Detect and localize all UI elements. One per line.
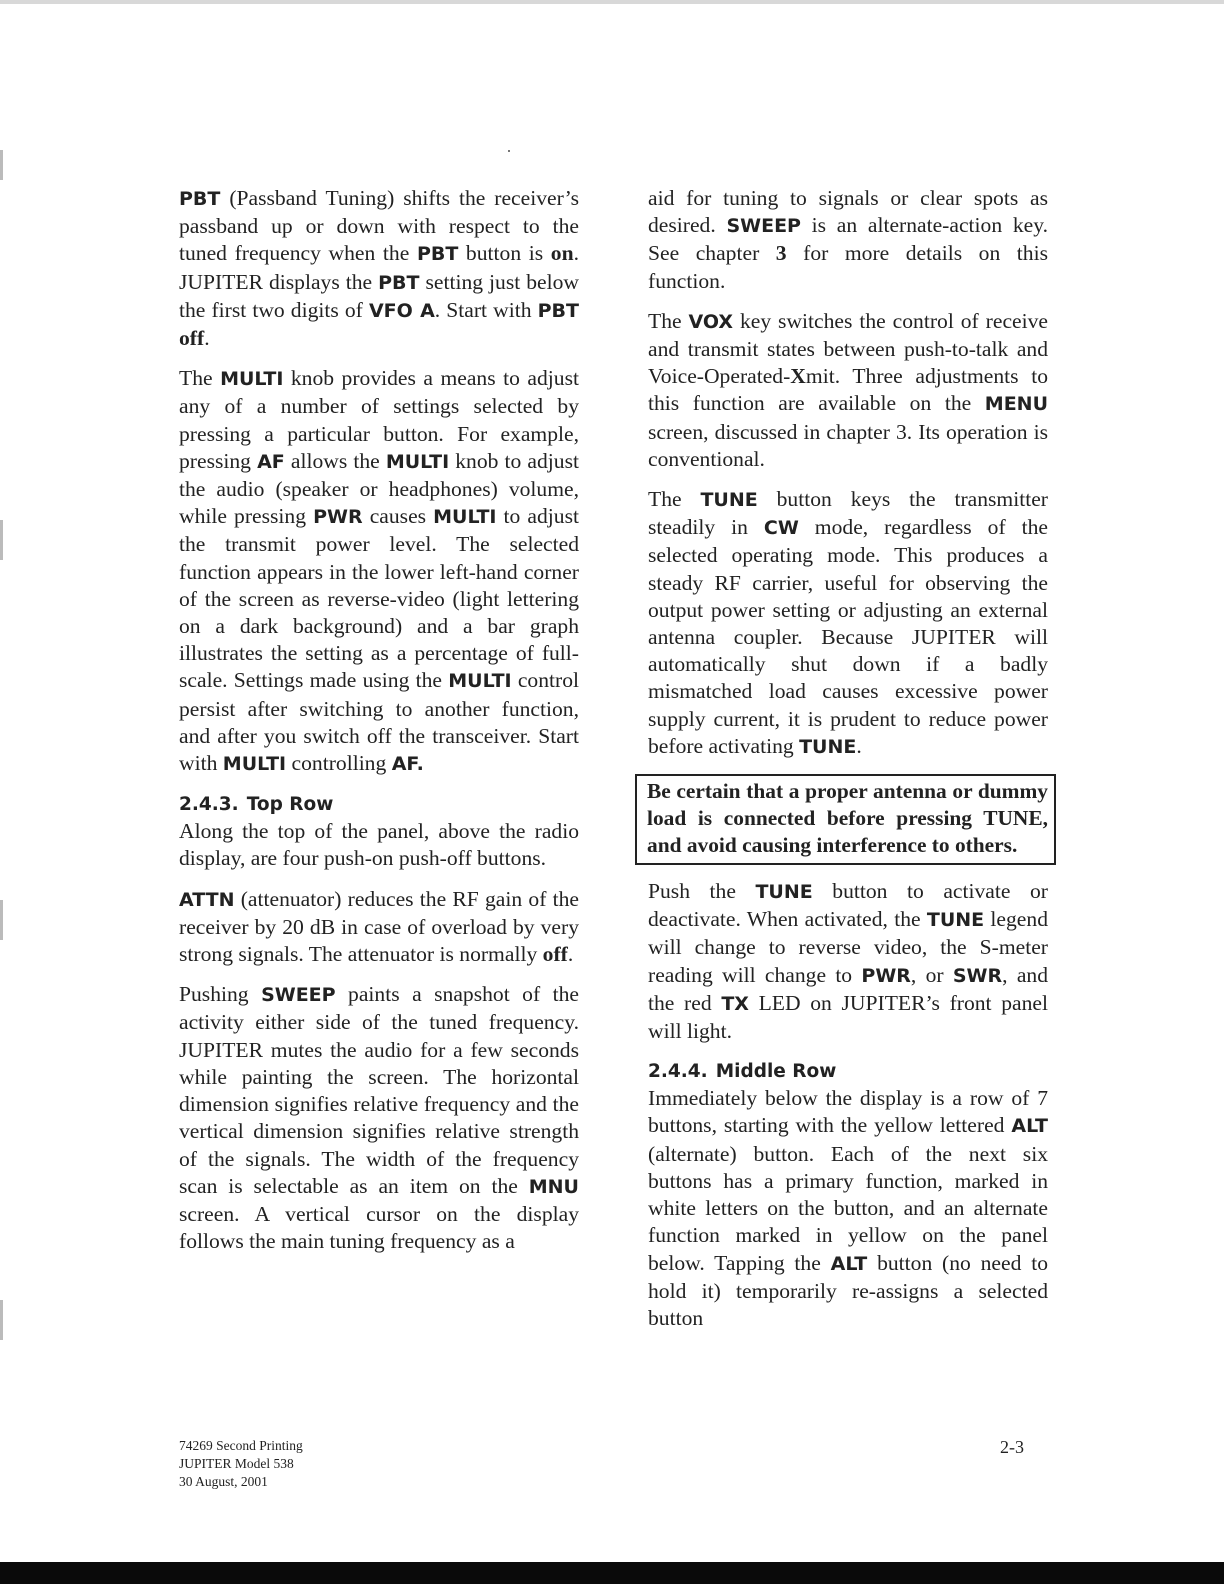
bottom-scan-edge — [0, 1562, 1224, 1584]
middle-row-paragraph: Immediately below the display is a row of 7 buttons, starting with the yellow lettered ALT (alternate) button. Each of the next six buttons has a primary function, marked in white letters on the button, and an alternate function marked in yellow on the panel below. Tapping the ALT button (no need to hold it) temporarily re-assigns a selected button — [648, 1086, 1048, 1330]
scan-speck — [508, 150, 510, 152]
vox-paragraph: The VOX key switches the control of receive and transmit states between push-to-talk and Voice-Operated-Xmit. Three adjustments to this function are available on the MENU screen, discussed in chapter 3. Its operation is conventional. — [648, 308, 1048, 471]
top-scan-edge — [0, 0, 1224, 4]
footer-model: JUPITER Model 538 — [179, 1456, 294, 1471]
left-column — [179, 185, 579, 1268]
sweep-paragraph: Pushing SWEEP paints a snapshot of the activity either side of the tuned frequency. JUPITER mutes the audio for a few seconds while painting the screen. The horizontal dimension signifies relative frequency and the vertical dimension signifies relative strength of the signals. The width of the frequency scan is selectable as an item on the MNU screen. A vertical cursor on the display follows the main tuning frequency as a — [179, 982, 579, 1254]
sweep-continued-paragraph: aid for tuning to signals or clear spots as desired. SWEEP is an alternate-action key. See chapter 3 for more details on this function. — [648, 186, 1048, 293]
scan-edge-mark — [0, 520, 3, 560]
push-tune-paragraph: Push the TUNE button to activate or deactivate. When activated, the TUNE legend will change to reverse video, the S-meter reading will change to PWR, or SWR, and the red TX LED on JUPITER’s front panel will light. — [648, 879, 1048, 1044]
multi-paragraph: The MULTI knob provides a means to adjust any of a number of settings selected by pressing a particular button. For example, pressing AF allows the MULTI knob to adjust the audio (speaker or headphones) volume, while pressing PWR causes MULTI to adjust the transmit power level. The selected function appears in the lower left-hand corner of the screen as reverse-video (light lettering on a dark background) and a bar graph illustrates the setting as a percentage of full-scale. Settings made using the MULTI control persist after switching to another function, and after you switch off the transceiver. Start with MULTI controlling AF. — [179, 366, 579, 776]
top-row-paragraph: Along the top of the panel, above the radio display, are four push-on push-off buttons. — [179, 819, 579, 871]
scan-edge-mark — [0, 150, 3, 180]
antenna-warning-box: Be certain that a proper antenna or dummy load is connected before pressing TUNE, and avoid causing interference to others. — [635, 774, 1056, 865]
footer-printing: 74269 Second Printing — [179, 1438, 303, 1453]
right-column — [648, 185, 1048, 1345]
scan-edge-mark — [0, 1300, 3, 1340]
pbt-paragraph: PBT (Passband Tuning) shifts the receiver’s passband up or down with respect to the tuned frequency when the PBT button is on. JUPITER displays the PBT setting just below the first two digits of VFO A. Start with PBT off. — [179, 186, 579, 351]
section-heading-top-row: 2.4.3. Top Row — [179, 794, 334, 816]
footer-date: 30 August, 2001 — [179, 1474, 268, 1489]
footer-publication-info — [179, 1437, 303, 1491]
page-number: 2-3 — [1000, 1437, 1024, 1457]
scan-edge-mark — [0, 900, 3, 940]
attn-paragraph: ATTN (attenuator) reduces the RF gain of the receiver by 20 dB in case of overload by very strong signals. The attenuator is normally off. — [179, 886, 579, 967]
tune-paragraph: The TUNE button keys the transmitter steadily in CW mode, regardless of the selected operating mode. This produces a steady RF carrier, useful for observing the output power setting or adjusting an external antenna coupler. Because JUPITER will automatically shut down if a badly mismatched load causes excessive power supply current, it is prudent to reduce power before activating TUNE. — [648, 487, 1049, 758]
section-heading-middle-row: 2.4.4. Middle Row — [648, 1061, 837, 1083]
